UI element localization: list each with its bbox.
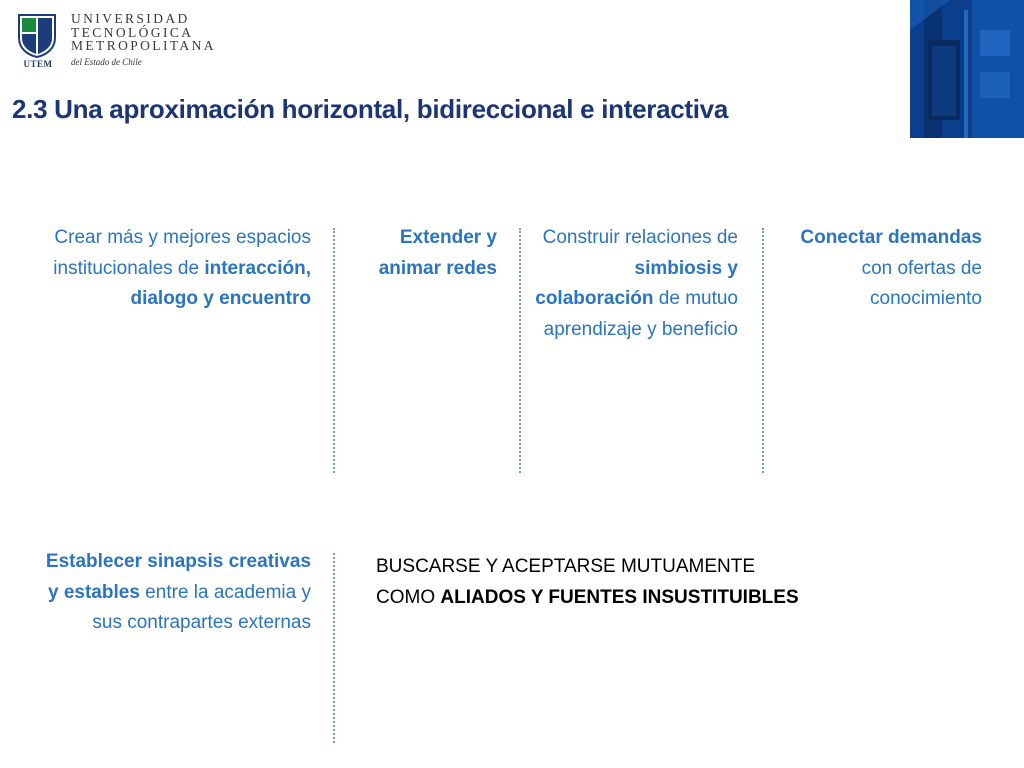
divider-dotted [333, 553, 335, 743]
logo-subtitle: del Estado de Chile [71, 57, 142, 67]
logo-line-3: METROPOLITANA [71, 38, 216, 53]
logo-line-1: UNIVERSIDAD [71, 11, 190, 26]
statement-line-2-text: COMO [376, 586, 441, 608]
shield-icon [18, 14, 56, 58]
column-text: entre la academia y sus contrapartes externas [92, 581, 311, 633]
statement-line-2 [376, 583, 799, 614]
building-photo [910, 0, 1024, 138]
column-highlight: Conectar demandas [800, 227, 982, 248]
statement-line-1: BUSCARSE Y ACEPTARSE MUTUAMENTE [376, 556, 756, 577]
building-illustration [910, 0, 1024, 138]
column-text: de mutuo aprendizaje y beneficio [543, 288, 738, 340]
column-text: con ofertas de conocimiento [861, 257, 982, 309]
divider-dotted [333, 228, 335, 473]
column-networks [346, 223, 497, 284]
statement-highlight: ALIADOS Y FUENTES INSUSTITUIBLES [440, 586, 799, 608]
logo-abbreviation: UTEM [23, 59, 53, 69]
divider-dotted [519, 228, 521, 473]
key-statement [376, 552, 799, 613]
column-highlight: interacción, dialogo y encuentro [130, 257, 311, 309]
column-highlight: simbiosis y colaboración [535, 257, 738, 309]
column-symbiosis [526, 223, 738, 345]
column-highlight: Extender y animar redes [378, 227, 497, 279]
column-demands [766, 223, 982, 315]
column-synapses [40, 547, 311, 639]
logo-wordmark [71, 12, 216, 53]
column-text: Construir relaciones de [542, 227, 738, 248]
university-logo [14, 12, 254, 72]
column-text: Crear más y mejores espacios institucionales de [53, 227, 311, 279]
page-title: 2.3 Una aproximación horizontal, bidireccional e interactiva [12, 94, 728, 124]
column-interaction-spaces [40, 223, 311, 315]
divider-dotted [762, 228, 764, 473]
logo-line-2: TECNOLÓGICA [71, 24, 194, 40]
column-highlight: Establecer sinapsis creativas y estables [45, 551, 311, 603]
